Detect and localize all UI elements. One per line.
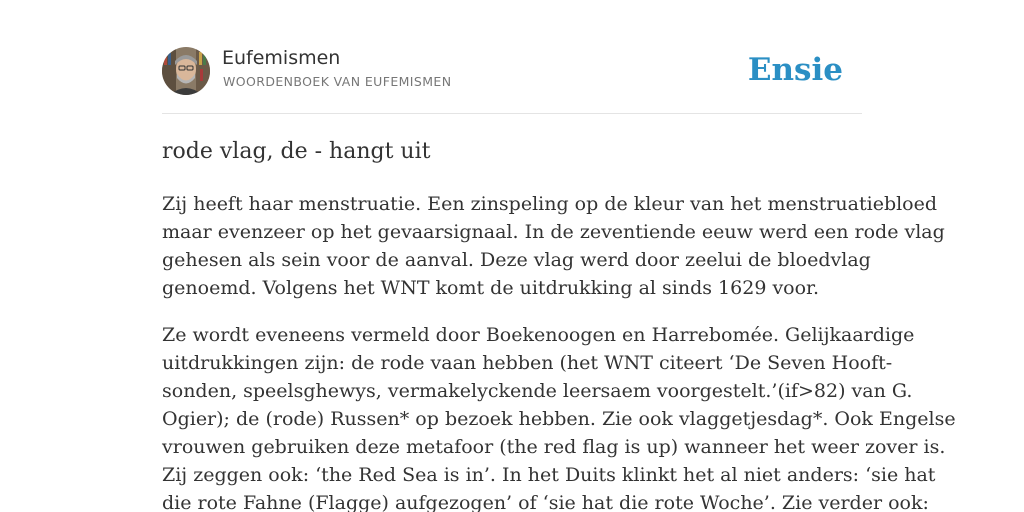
- author-portrait-icon: [162, 47, 210, 95]
- author-subtitle: WOORDENBOEK VAN EUFEMISMEN: [223, 74, 452, 89]
- text-line: Zij zeggen ook: ‘the Red Sea is in’. In het Duits klinkt het al niet anders: ‘sie hat: [162, 464, 936, 486]
- header-divider: [162, 113, 862, 114]
- text-line: Ogier); de (rode) Russen* op bezoek hebben. Zie ook vlaggetjesdag*. Ook Engelse: [162, 408, 956, 430]
- author-name[interactable]: Eufemismen: [222, 47, 341, 69]
- text-line: Zij heeft haar menstruatie. Een zinspeling op de kleur van het menstruatiebloed: [162, 193, 938, 215]
- text-line: sonden, speelsghewys, vermakelyckende leersaem voorgestelt.’(if>82) van G.: [162, 380, 913, 402]
- header: [162, 46, 862, 96]
- entry-body: [162, 190, 956, 512]
- text-line: Ze wordt eveneens vermeld door Boekenoogen en Harrebomée. Gelijkaardige: [162, 324, 915, 346]
- entry-paragraph: [162, 190, 945, 302]
- entry-title: rode vlag, de - hangt uit: [162, 139, 431, 164]
- text-line: uitdrukkingen zijn: de rode vaan hebben (het WNT citeert ‘De Seven Hooft-: [162, 352, 893, 374]
- text-line: gehesen als sein voor de aanval. Deze vlag werd door zeelui de bloedvlag: [162, 249, 871, 271]
- text-line: genoemd. Volgens het WNT komt de uitdrukking al sinds 1629 voor.: [162, 277, 820, 299]
- text-line: vrouwen gebruiken deze metafoor (the red flag is up) wanneer het weer zover is.: [162, 436, 946, 458]
- entry-paragraph: [162, 321, 956, 512]
- text-line: die rote Fahne (Flagge) aufgezogen’ of ‘sie hat die rote Woche’. Zie verder ook:: [162, 492, 929, 512]
- avatar[interactable]: [162, 47, 210, 95]
- text-line: maar evenzeer op het gevaarsignaal. In de zeventiende eeuw werd een rode vlag: [162, 221, 945, 243]
- ensie-logo-link[interactable]: Ensie: [747, 52, 843, 88]
